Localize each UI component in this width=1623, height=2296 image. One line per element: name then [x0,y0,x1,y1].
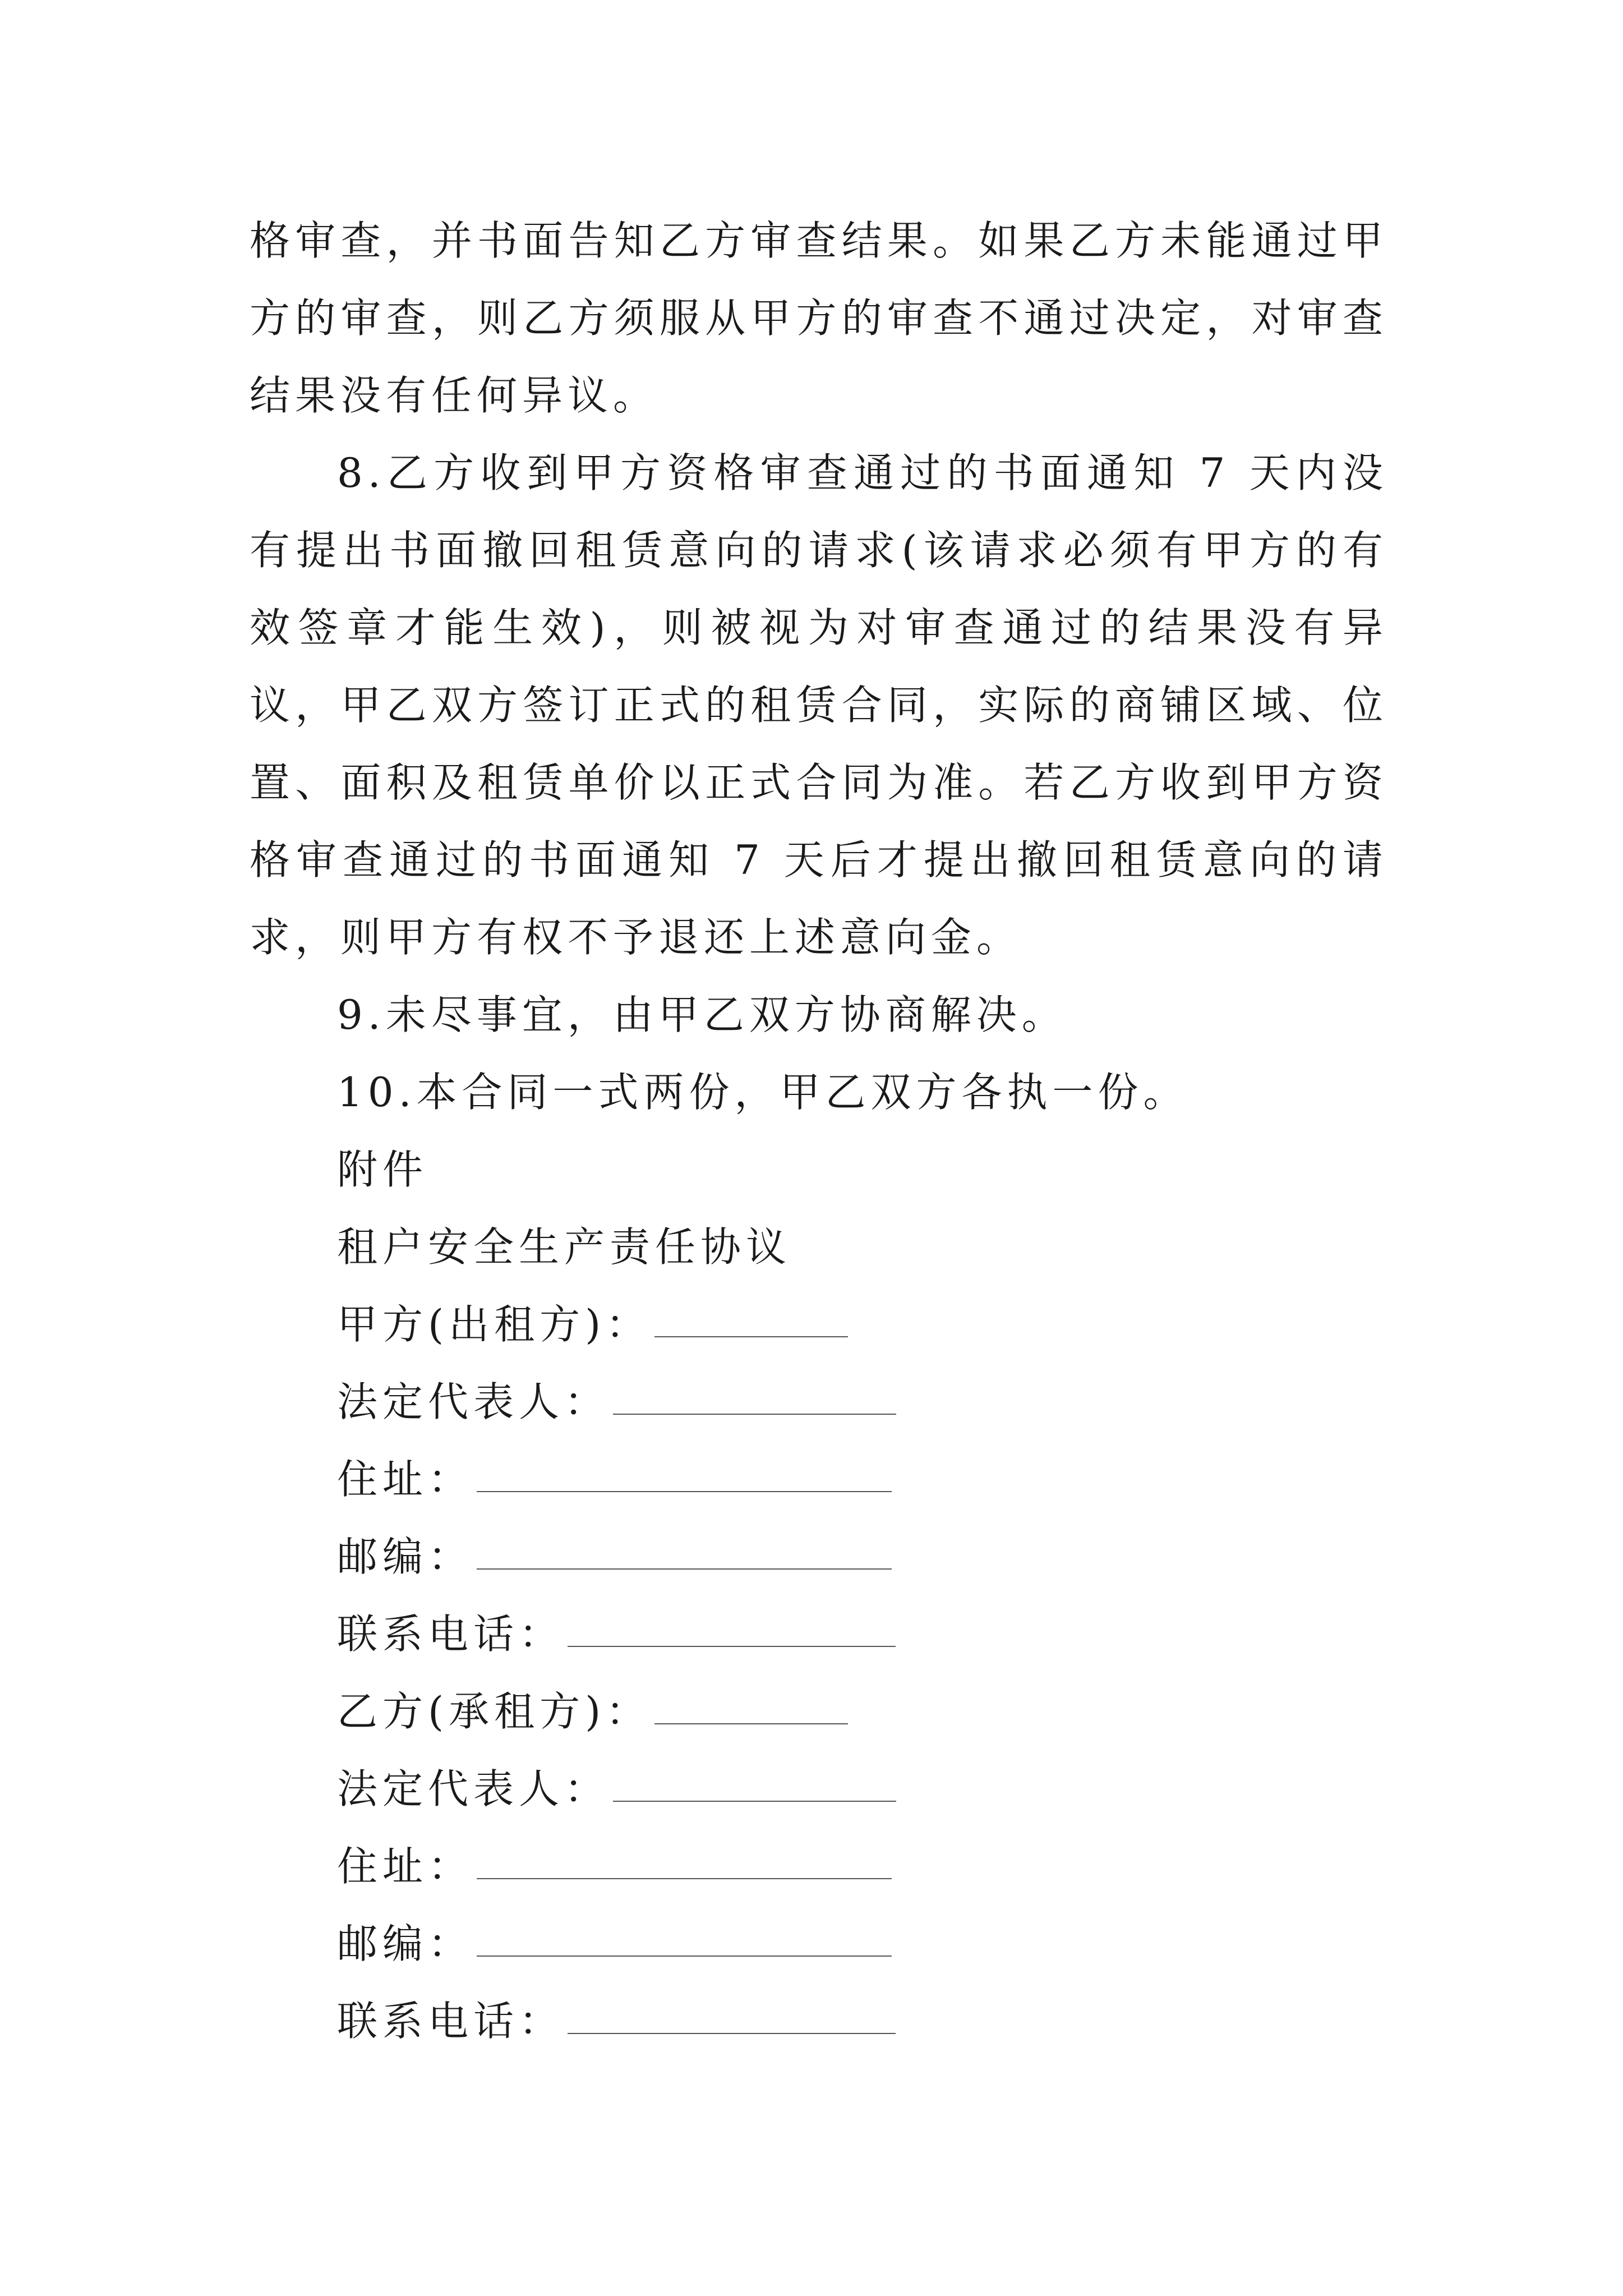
party-a-address-label: 住址： [337,1456,474,1503]
document-body [250,202,1388,2060]
party-b-rep-label: 法定代表人： [337,1765,610,1812]
party-a-address-blank [477,1491,892,1492]
paragraph-clause-8: 8.乙方收到甲方资格审查通过的书面通知 7 天内没有提出书面撤回租赁意向的请求(该请求必须有甲方的有效签章才能生效)，则被视为对审查通过的结果没有异议，甲乙双方签订正式的租赁合同，实际的商铺区域、位置、面积及租赁单价以正式合同为准。若乙方收到甲方资格审查通过的书面通知 7 天后才提出撤回租赁意向的请求，则甲方有权不予退还上述意向金。 [250,449,1388,961]
party-a-rep-blank [613,1414,896,1415]
attachment-label: 附件 [337,1146,428,1193]
party-b-phone-field [250,1982,1388,2060]
party-b-phone-label: 联系电话： [337,1998,565,2045]
party-a-blank [654,1336,848,1337]
party-a-postcode-label: 邮编： [337,1533,474,1580]
party-a-phone-field [250,1595,1388,1673]
party-b-address-field [250,1828,1388,1905]
attachment-title: 租户安全生产责任协议 [337,1223,792,1271]
party-b-address-blank [477,1878,892,1879]
party-a-rep-label: 法定代表人： [337,1378,610,1425]
party-a-rep-field [250,1363,1388,1441]
party-b-blank [654,1723,848,1724]
paragraph-clause-10: 10.本合同一式两份，甲乙双方各执一份。 [337,1069,1189,1116]
party-b-address-label: 住址： [337,1843,474,1890]
party-a-phone-label: 联系电话： [337,1611,565,1658]
party-b-label: 乙方(承租方)： [337,1688,652,1735]
party-b-phone-blank [568,2033,896,2034]
party-a-address-field [250,1441,1388,1518]
party-b-field [250,1673,1388,1750]
paragraph-clause-9: 9.未尽事宜，由甲乙双方协商解决。 [337,991,1067,1038]
party-a-phone-blank [568,1646,896,1647]
party-a-field [250,1286,1388,1363]
party-a-label: 甲方(出租方)： [337,1301,652,1348]
party-a-postcode-blank [477,1568,892,1570]
party-b-postcode-field [250,1905,1388,1982]
party-b-postcode-blank [477,1955,892,1957]
party-b-rep-field [250,1750,1388,1828]
party-b-postcode-label: 邮编： [337,1920,474,1967]
paragraph-continuation: 格审查，并书面告知乙方审查结果。如果乙方未能通过甲方的审查，则乙方须服从甲方的审查不通过决定，对审查结果没有任何异议。 [250,217,1388,419]
party-b-rep-blank [613,1801,896,1802]
party-a-postcode-field [250,1518,1388,1595]
